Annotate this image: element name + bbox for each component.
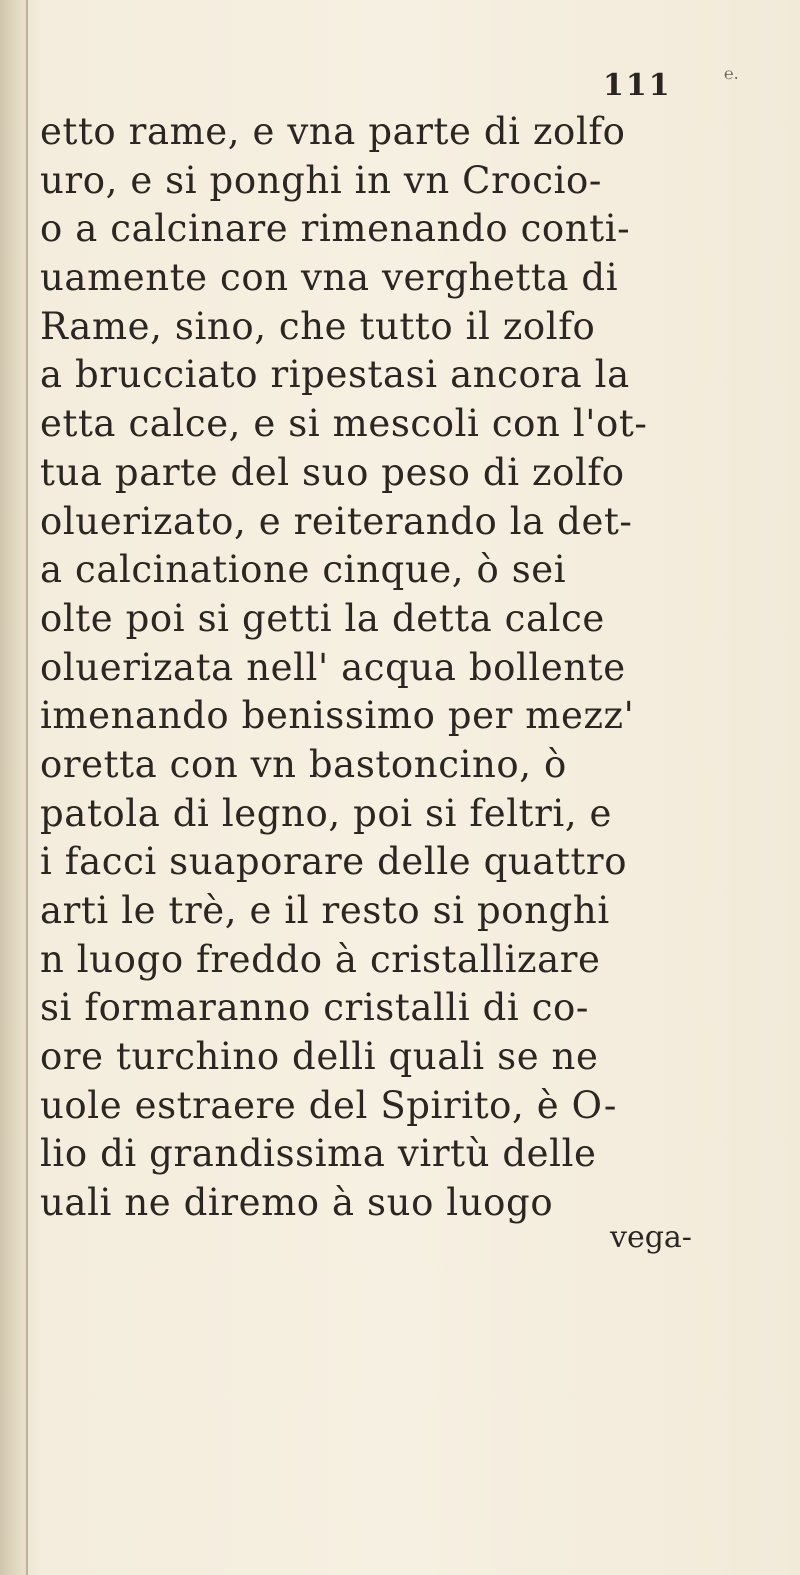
corner-mark: ℮.	[724, 64, 739, 83]
text-line-20: ore turchino delli quali se ne	[40, 1035, 599, 1079]
text-line-10: a calcinatione cinque, ò sei	[40, 548, 567, 592]
page-gutter	[0, 0, 28, 1575]
text-line-8: tua parte del suo peso di zolfo	[40, 450, 625, 494]
text-line-13: imenando benissimo per mezz'	[40, 694, 635, 738]
text-line-17: arti le trè, e il resto si ponghi	[40, 889, 610, 932]
text-line-23: uali ne diremo à suo luogo	[40, 1181, 554, 1225]
text-line-2: uro, e si ponghi in vn Crocio-	[40, 158, 602, 202]
text-line-22: lio di grandissima virtù delle	[40, 1132, 597, 1176]
text-line-12: oluerizata nell' acqua bollente	[40, 645, 626, 689]
text-line-19: si formaranno cristalli di co-	[40, 986, 590, 1030]
text-line-5: Rame, sino, che tutto il zolfo	[40, 304, 596, 348]
text-line-9: oluerizato, e reiterando la det-	[40, 499, 633, 543]
text-line-16: i facci suaporare delle quattro	[40, 840, 628, 884]
text-line-1: etto rame, e vna parte di zolfo	[40, 110, 626, 153]
text-line-11: olte poi si getti la detta calce	[40, 596, 605, 640]
text-line-21: uole estraere del Spirito, è O-	[40, 1083, 618, 1127]
text-line-18: n luogo freddo à cristallizare	[40, 937, 601, 981]
text-line-4: uamente con vna verghetta di	[40, 256, 619, 300]
text-line-6: a brucciato ripestasi ancora la	[40, 353, 630, 397]
text-line-15: patola di legno, poi si feltri, e	[40, 791, 613, 835]
page-number: 111	[603, 68, 672, 103]
catchword: vega-	[610, 1220, 692, 1255]
body-text	[40, 108, 720, 1228]
text-line-7: etta calce, e si mescoli con l'ot-	[40, 402, 648, 446]
text-line-3: o a calcinare rimenando conti-	[40, 207, 631, 251]
text-line-14: oretta con vn bastoncino, ò	[40, 742, 567, 786]
